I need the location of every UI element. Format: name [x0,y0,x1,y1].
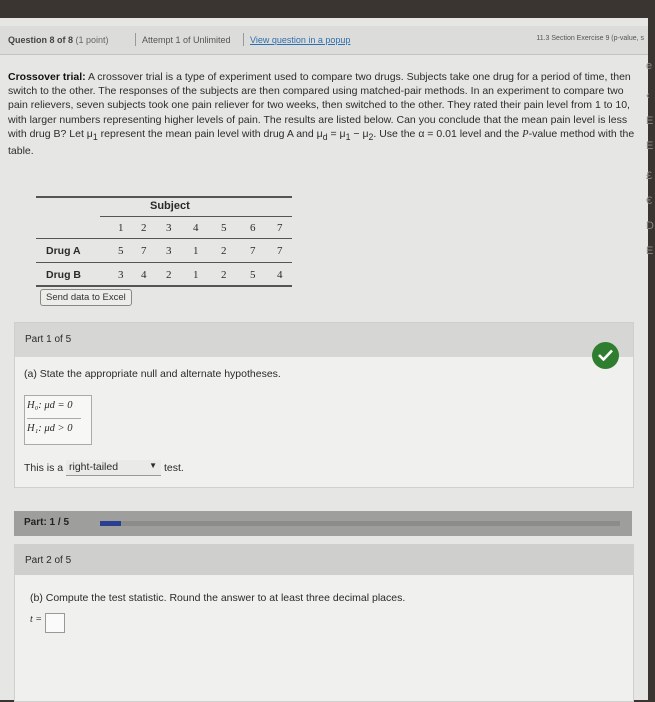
table-rule [36,238,292,239]
table-header-subject: Subject [150,200,190,212]
part2-header: Part 2 of 5 [15,545,633,575]
drug-b-value: 2 [221,269,227,281]
sidebar-icon[interactable]: £ [646,170,653,182]
view-in-popup-link[interactable]: View question in a popup [250,35,351,45]
subject-number: 4 [193,222,199,234]
drug-a-value: 1 [193,245,199,257]
part2-question: (b) Compute the test statistic. Round the answer to at least three decimal places. [30,592,406,604]
part1-header: Part 1 of 5 [15,323,633,357]
drug-a-value: 7 [277,245,283,257]
table-rule [36,262,292,263]
subject-number: 7 [277,222,283,234]
drug-a-value: 7 [141,245,147,257]
drug-a-value: 5 [118,245,124,257]
table-rule-top [36,196,292,198]
t-label: t = [30,614,43,625]
attempt-label: Attempt 1 of Unlimited [142,35,231,45]
question-number: Question 8 of 8 (1 point) [8,35,109,45]
problem-text: Crossover trial: A crossover trial is a type of experiment used to compare two drugs. Subjects take one drug for a period of time, then switch to the other. The responses of the subjects are then compared using matched-pair methods. In an experiment to compare two pain relievers, seven subjects took one pain reliever for two weeks, then switched to the other. They rated their pain level from 1 to 10, with larger numbers representing higher levels of pain. The results are listed below. Can you conclude that the mean pain level is less with drug B? Let $\mu_1$ represent the mean pain level with drug A and $\mu_d = \mu_1 - \mu_2$. Use the α = 0.01 level and the P-value method with the table. [8,71,635,158]
question-topbar [0,26,648,55]
sidebar-icon[interactable]: D [646,220,654,232]
right-sidebar [644,60,655,290]
sidebar-icon[interactable]: e [646,60,653,72]
correct-check-icon [592,342,619,369]
drug-a-value: 7 [250,245,256,257]
subject-number: 2 [141,222,147,234]
drug-b-value: 5 [250,269,256,281]
subject-number: 3 [166,222,172,234]
table-rule-bottom [36,285,292,287]
drug-b-label: Drug B [46,269,81,281]
section-label: 11.3 Section Exercise 9 (p-value, s [536,35,644,42]
table-rule-header [100,216,292,217]
alternate-hypothesis: H₁: μd > 0 [27,423,73,434]
drug-b-value: 4 [277,269,283,281]
send-to-excel-button[interactable]: Send data to Excel [40,289,132,306]
tail-sentence: This is a right-tailed ▼ test. [24,460,184,476]
problem-title: Crossover trial: [8,71,86,83]
sidebar-icon[interactable]: E [646,140,654,152]
drug-b-value: 3 [118,269,124,281]
hypotheses-box [24,395,92,445]
chevron-down-icon: ▼ [149,461,158,470]
sidebar-icon[interactable]: ‹ [646,90,650,102]
progress-bar [14,511,632,536]
tail-select[interactable]: right-tailed ▼ [66,460,161,476]
part1-question: (a) State the appropriate null and alternate hypotheses. [24,368,281,380]
test-statistic-input[interactable] [45,613,65,633]
drug-a-label: Drug A [46,245,81,257]
null-hypothesis: H₀: μd = 0 [27,400,73,411]
subject-number: 6 [250,222,256,234]
drug-a-value: 3 [166,245,172,257]
drug-b-value: 2 [166,269,172,281]
divider [135,33,136,46]
progress-fill [100,521,121,526]
drug-a-value: 2 [221,245,227,257]
progress-track [100,521,620,526]
sidebar-icon[interactable]: E [646,245,654,257]
hyp-divider [27,418,81,419]
drug-b-value: 1 [193,269,199,281]
sidebar-icon[interactable]: E [646,115,654,127]
subject-number: 1 [118,222,124,234]
progress-label: Part: 1 / 5 [24,517,70,528]
drug-b-value: 4 [141,269,147,281]
part2-panel [14,544,634,702]
subject-number: 5 [221,222,227,234]
divider [243,33,244,46]
sidebar-icon[interactable]: € [646,195,653,207]
